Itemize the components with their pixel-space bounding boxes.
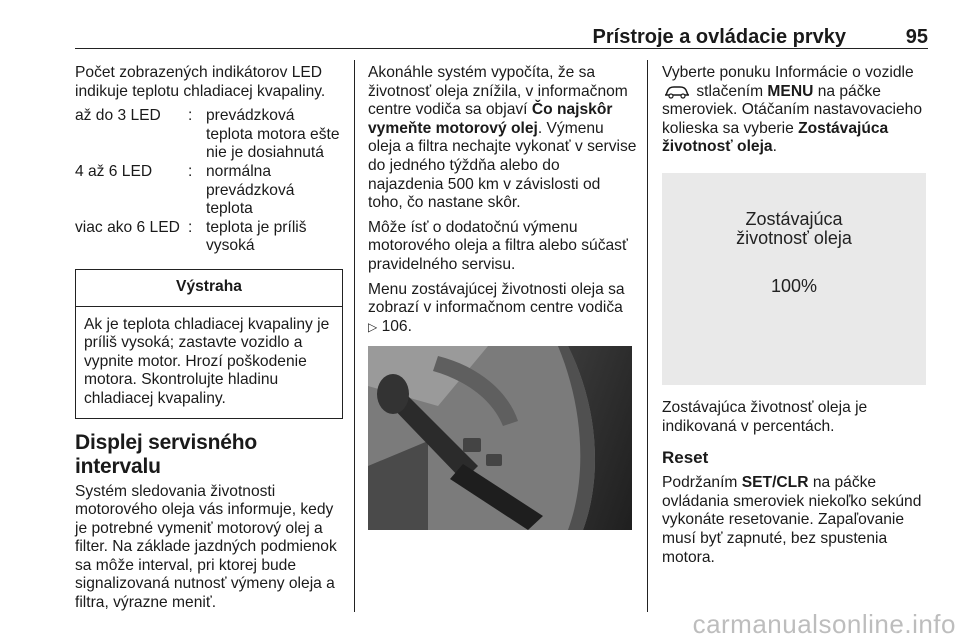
message-text: Čo najskôr vymeňte motorový olej (368, 101, 613, 137)
page-title: Prístroje a ovládacie prvky (592, 26, 846, 48)
text: . (772, 138, 777, 156)
section-title: Displej servisného intervalu (75, 430, 257, 478)
text: na páčke smeroviek. Otáčaním nastavovacieho kolieska sa vyberie (662, 82, 923, 137)
page-ref: 106. (381, 317, 412, 335)
warning-title: Výstraha (76, 270, 342, 307)
page-number: 95 (905, 26, 928, 48)
led-value: prevádzková teplota motora ešte nie je dosiahnutá (206, 107, 340, 162)
column-1 (75, 64, 343, 619)
page-ref-icon: ▷ (368, 319, 378, 334)
column-2 (368, 64, 638, 530)
led-value: teplota je príliš vysoká (206, 218, 307, 255)
menu-key: MENU (767, 82, 814, 100)
text: Menu zostávajúcej životnosti oleja sa zobrazí v informačnom centre vodiča (368, 280, 625, 317)
header-rule (75, 48, 928, 49)
turn-signal-lever-photo (368, 346, 632, 530)
column-3 (662, 64, 930, 573)
display-title-line1: Zostávajúca (745, 208, 843, 229)
reset-title: Reset (662, 448, 709, 468)
set-clr-key: SET/CLR (741, 474, 809, 492)
led-sep: : (188, 107, 193, 125)
led-table (75, 107, 343, 256)
paragraph-oil-change (368, 64, 638, 213)
text: . Výmenu oleja a filtra nechajte vykonať v servise do jedného týždňa alebo do najazdenia 500 km v závislosti od toho, čo nastane skôr. (368, 119, 637, 212)
display-title-line2: životnosť oleja (736, 227, 852, 248)
menu-item: Zostávajúca životnosť oleja (662, 119, 889, 156)
paragraph-select-menu (662, 64, 930, 157)
led-value: normálna prevádzková teplota (206, 162, 295, 218)
text: stlačením (696, 82, 764, 100)
paragraph-reset (662, 474, 930, 567)
led-sep: : (188, 218, 193, 236)
display-oil-life-value: 100% (770, 275, 818, 296)
column-divider-1 (354, 60, 355, 612)
car-icon (664, 85, 690, 99)
text: Podržaním (662, 474, 738, 492)
watermark: carmanualsonline.info (692, 609, 956, 639)
lever-illustration (368, 346, 632, 530)
warning-box (75, 269, 343, 419)
text: Akonáhle systém vypočíta, že sa životnosť oleja znížila, v informačnom centre vodiča sa objaví (368, 64, 628, 119)
led-key: až do 3 LED (75, 107, 161, 125)
table-row (75, 107, 343, 163)
paragraph-percent: Zostávajúca životnosť oleja je indikovaná v percentách. (662, 398, 868, 435)
led-sep: : (188, 162, 193, 180)
table-row (75, 163, 343, 219)
section-text: Systém sledovania životnosti motorového oleja vás informuje, kedy je potrebné vymeniť motorový olej a filter. Na základe jazdných podmienok sa môže interval, pri ktorej bude signalizovaná nutnosť výmeny oleja a filtra, výrazne meniť. (75, 482, 337, 612)
led-key: 4 až 6 LED (75, 162, 153, 180)
driver-info-display (662, 173, 926, 385)
text: Vyberte ponuku Informácie o vozidle (662, 64, 914, 81)
led-key: viac ako 6 LED (75, 218, 180, 236)
paragraph-service: Môže ísť o dodatočnú výmenu motorového oleja a filtra alebo súčasť pravidelného servisu. (368, 218, 628, 273)
table-row (75, 219, 343, 256)
column-divider-2 (647, 60, 648, 612)
paragraph-menu (368, 281, 638, 337)
led-intro: Počet zobrazených indikátorov LED indikuje teplotu chladiacej kvapaliny. (75, 64, 326, 100)
text: na páčke ovládania smeroviek niekoľko sekúnd vykonáte resetovanie. Zapaľovanie musí byť zapnuté, bez spustenia motora. (662, 474, 922, 566)
warning-text: Ak je teplota chladiacej kvapaliny je príliš vysoká; zastavte vozidlo a vypnite motor. Hrozí poškodenie motora. Skontrolujte hladinu chladiacej kvapaliny. (84, 315, 330, 407)
page-header (75, 26, 928, 48)
